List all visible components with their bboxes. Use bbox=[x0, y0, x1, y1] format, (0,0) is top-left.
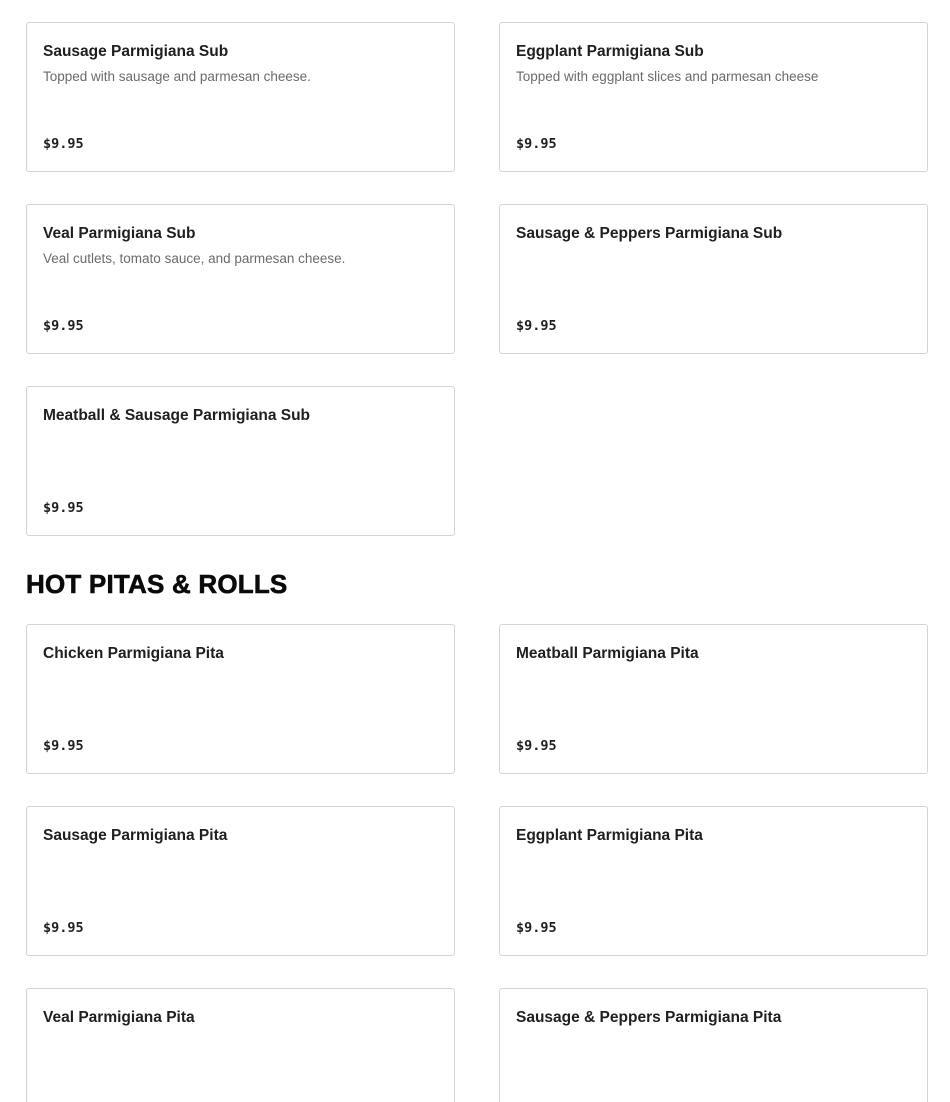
pitas-menu-grid bbox=[26, 624, 928, 1102]
menu-item-description: Veal cutlets, tomato sauce, and parmesan cheese. bbox=[43, 251, 346, 266]
menu-item-card[interactable] bbox=[26, 22, 455, 172]
menu-item-price: $9.95 bbox=[516, 920, 557, 936]
menu-item-card[interactable] bbox=[499, 806, 928, 956]
menu-item-card[interactable] bbox=[26, 806, 455, 956]
menu-item-price: $9.95 bbox=[43, 920, 84, 936]
menu-item-name: Eggplant Parmigiana Pita bbox=[516, 827, 703, 844]
menu-item-card[interactable] bbox=[26, 386, 455, 536]
menu-item-name: Meatball & Sausage Parmigiana Sub bbox=[43, 407, 311, 424]
menu-item-name: Sausage Parmigiana Sub bbox=[43, 43, 229, 60]
menu-item-description: Topped with sausage and parmesan cheese. bbox=[43, 69, 311, 84]
menu-item-description: Topped with eggplant slices and parmesan cheese bbox=[516, 69, 819, 84]
menu-item-price: $9.95 bbox=[516, 738, 557, 754]
menu-item-name: Chicken Parmigiana Pita bbox=[43, 645, 224, 662]
menu-item-price: $9.95 bbox=[516, 136, 557, 152]
menu-item-name: Meatball Parmigiana Pita bbox=[516, 645, 699, 662]
menu-item-card[interactable] bbox=[499, 624, 928, 774]
menu-item-card[interactable] bbox=[499, 988, 928, 1102]
menu-item-card[interactable] bbox=[499, 22, 928, 172]
menu-item-name: Sausage Parmigiana Pita bbox=[43, 827, 228, 844]
subs-menu-grid bbox=[26, 22, 928, 536]
menu-item-price: $9.95 bbox=[516, 318, 557, 334]
menu-item-price: $9.95 bbox=[43, 738, 84, 754]
menu-item-name: Sausage & Peppers Parmigiana Pita bbox=[516, 1009, 782, 1026]
menu-item-name: Veal Parmigiana Pita bbox=[43, 1009, 195, 1026]
menu-item-card[interactable] bbox=[26, 988, 455, 1102]
menu-item-name: Eggplant Parmigiana Sub bbox=[516, 43, 704, 60]
menu-item-card[interactable] bbox=[26, 204, 455, 354]
menu-item-card[interactable] bbox=[26, 624, 455, 774]
menu-item-price: $9.95 bbox=[43, 136, 84, 152]
menu-item-price: $9.95 bbox=[43, 500, 84, 516]
menu-item-name: Veal Parmigiana Sub bbox=[43, 225, 196, 242]
menu-item-price: $9.95 bbox=[43, 318, 84, 334]
menu-item-card[interactable] bbox=[499, 204, 928, 354]
section-heading-hot-pitas-rolls: HOT PITAS & ROLLS bbox=[26, 569, 288, 599]
menu-item-name: Sausage & Peppers Parmigiana Sub bbox=[516, 225, 783, 242]
